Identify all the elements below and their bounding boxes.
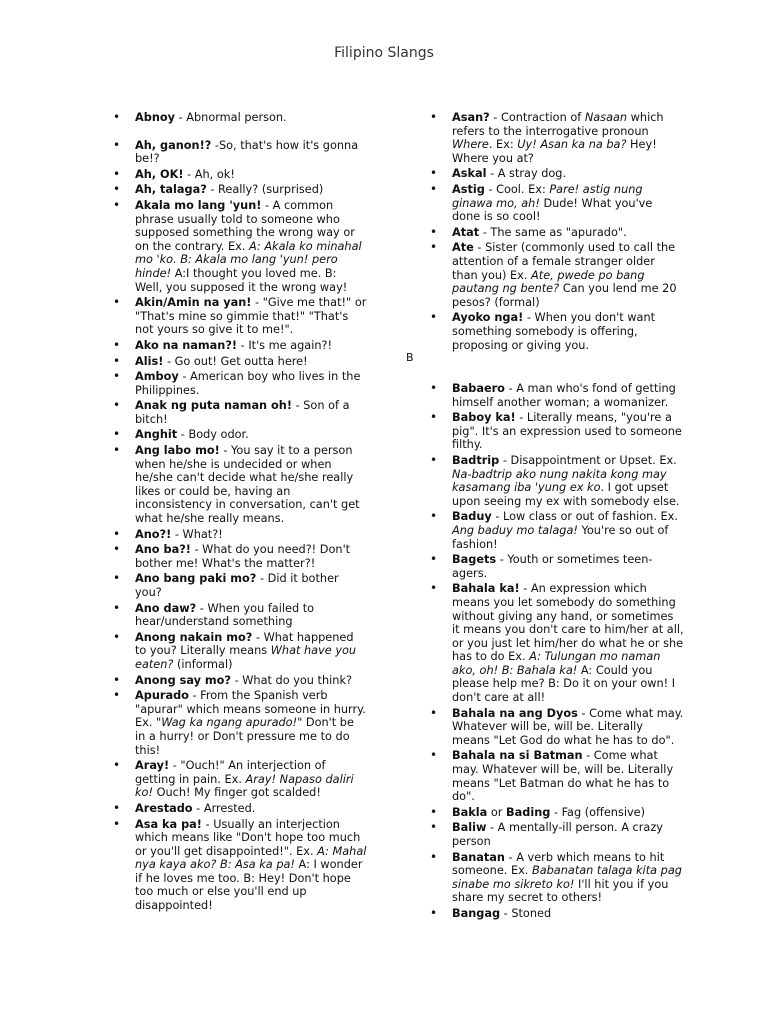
definition-text: - A mentally-ill person. A crazy person <box>452 821 663 848</box>
example-text: A: Mahal nya kaya ako? B: Asa ka pa! <box>135 844 367 872</box>
slang-term: Ayoko nga! <box>452 311 524 325</box>
slang-term: Bakla <box>452 805 488 819</box>
definition-text: - Body odor. <box>177 428 249 442</box>
example-text: Where <box>452 138 489 152</box>
right-column-list-a <box>452 111 684 354</box>
slang-entry <box>135 572 367 599</box>
definition-text: - It's me again?! <box>237 338 333 352</box>
slang-entry <box>452 707 684 748</box>
definition-text: I'll hit you if you share my secret to others! <box>452 877 669 905</box>
definition-text: - From the Spanish verb "apurar" which means someone in hurry. Ex. " <box>135 689 366 730</box>
slang-entry <box>452 226 684 240</box>
definition-text: (informal) <box>173 657 233 671</box>
definition-text: - American boy who lives in the Philippines. <box>135 370 361 397</box>
definition-text: - Ah, ok! <box>183 167 235 181</box>
definition-text: or <box>487 805 506 819</box>
slang-term: Aray! <box>135 759 170 773</box>
definition-text: - Literally means, "you're a pig". It's an expression used to someone filthy. <box>452 411 682 452</box>
definition-text: - Did it bother you? <box>135 572 339 599</box>
slang-entry <box>135 168 367 182</box>
slang-entry <box>452 510 684 551</box>
slang-term: Baliw <box>452 821 487 835</box>
slang-entry <box>135 528 367 542</box>
slang-entry <box>452 167 684 181</box>
definition-text: . Ex: <box>488 138 518 152</box>
page-title: Filipino Slangs <box>334 45 434 61</box>
definition-text: - When you failed to hear/understand something <box>135 601 315 629</box>
slang-term: Ako na naman?! <box>135 338 238 352</box>
slang-term: Ano ba?! <box>135 543 191 557</box>
example-text: Ate, pwede po bang pautang ng bente? <box>452 268 645 296</box>
slang-term: Amboy <box>135 370 179 384</box>
definition-text: - Usually an interjection which means like "Don't hope too much or you'll get disappointed!". Ex. <box>135 817 361 858</box>
definition-text: - A common phrase usually told to someone who supposed something the wrong way or on the contrary. Ex. <box>135 198 355 253</box>
slang-term: Ate <box>452 241 474 255</box>
definition-text: - When you don't want something somebody is offering, proposing or giving you. <box>452 311 656 352</box>
slang-entry <box>135 370 367 397</box>
slang-term: Bahala na si Batman <box>452 749 583 763</box>
slang-entry <box>135 818 367 913</box>
definition-text: You're so out of fashion! <box>452 523 669 551</box>
example-text: Ang baduy mo talaga! <box>452 523 578 537</box>
slang-entry <box>135 139 367 166</box>
slang-term: Ah, ganon!? <box>135 138 212 152</box>
slang-term: Alis! <box>135 354 164 368</box>
slang-term: Bading <box>506 805 551 819</box>
definition-text: - Come what may. Whatever will be, will be. Literally means "Let God do what he has to do". <box>452 706 684 747</box>
slang-term: Ah, OK! <box>135 167 184 181</box>
slang-entry <box>135 111 367 125</box>
definition-text: - A man who's fond of getting himself another woman; a womanizer. <box>452 382 676 409</box>
slang-term: Asan? <box>452 111 490 124</box>
slang-term: Apurado <box>135 689 189 703</box>
slang-term: Atat <box>452 225 480 239</box>
slang-term: Arestado <box>135 801 193 815</box>
slang-term: Ano daw? <box>135 601 197 615</box>
slang-entry <box>452 582 684 704</box>
slang-term: Anak ng puta naman oh! <box>135 399 292 413</box>
slang-term: Ang labo mo! <box>135 444 220 458</box>
slang-entry <box>135 296 367 337</box>
slang-entry <box>135 602 367 629</box>
slang-term: Baboy ka! <box>452 411 516 425</box>
example-text: Babanatan talaga kita pag sinabe mo sikreto ko! <box>452 864 682 891</box>
definition-text: - Stoned <box>500 906 552 920</box>
definition-text: - Sister (commonly used to call the attention of a female stranger older than you) Ex. <box>452 241 676 282</box>
slang-entry <box>452 111 684 165</box>
left-column-list <box>135 111 367 915</box>
slang-term: Askal <box>452 167 487 181</box>
slang-entry <box>452 749 684 803</box>
slang-entry <box>135 183 367 197</box>
definition-text: which refers to the interrogative pronoun <box>452 111 664 138</box>
slang-term: Akin/Amin na yan! <box>135 296 252 310</box>
definition-text: - "Ouch!" An interjection of getting in pain. Ex. <box>135 759 326 786</box>
definition-text: A: Could you please help me? B: Do it on your own! I don't care at all! <box>452 663 676 705</box>
example-text: Wag ka ngang apurado! <box>161 716 298 730</box>
slang-entry <box>135 759 367 800</box>
example-text: Aray! Napaso daliri ko! <box>135 772 354 800</box>
slang-entry <box>452 241 684 309</box>
definition-text: - Abnormal person. <box>175 111 287 124</box>
right-column-list-b <box>452 382 684 923</box>
slang-entry <box>135 802 367 816</box>
slang-entry <box>452 806 684 820</box>
definition-text: - Low class or out of fashion. Ex. <box>491 510 678 524</box>
slang-term: Banatan <box>452 850 505 864</box>
definition-text: - Cool. Ex: <box>484 182 550 196</box>
definition-text: Dude! What you've done is so cool! <box>452 196 653 224</box>
definition-text: - Arrested. <box>192 801 256 815</box>
slang-entry <box>452 311 684 352</box>
definition-text: - You say it to a person when he/she is undecided or when he/she can't decide what he/she really likes or could be, having an inconsistency in conversation, can't get what he/she really means. <box>135 444 360 526</box>
definition-text: - Contraction of <box>489 111 585 124</box>
slang-entry <box>452 851 684 905</box>
slang-entry <box>452 454 684 508</box>
slang-entry <box>135 399 367 426</box>
definition-text: - Really? (surprised) <box>206 183 324 197</box>
definition-text: - Go out! Get outta here! <box>163 354 308 368</box>
definition-text: - Son of a bitch! <box>135 399 350 426</box>
slang-entry <box>452 411 684 452</box>
slang-term: Anong nakain mo? <box>135 630 253 644</box>
slang-entry <box>135 543 367 570</box>
slang-term: Bahala ka! <box>452 582 520 596</box>
slang-entry <box>135 689 367 757</box>
example-text: Na-badtrip ako nung nakita kong may kasamang iba 'yung ex ko <box>452 467 667 495</box>
definition-text: A:I thought you loved me. B: Well, you supposed it the wrong way! <box>135 266 348 294</box>
definition-text: - The same as "apurado". <box>479 225 627 239</box>
slang-term: Bangag <box>452 906 501 920</box>
example-text: Uy! Asan ka na ba? <box>517 138 627 152</box>
slang-term: Anong say mo? <box>135 673 231 687</box>
slang-term: Ah, talaga? <box>135 183 207 197</box>
example-text: Nasaan <box>584 111 628 124</box>
definition-text: - A verb which means to hit someone. Ex. <box>452 850 665 878</box>
slang-entry <box>135 355 367 369</box>
slang-term: Ano bang paki mo? <box>135 572 257 586</box>
slang-entry <box>452 183 684 224</box>
slang-term: Baduy <box>452 510 492 524</box>
section-letter-b: B <box>406 351 414 364</box>
definition-text: - What?! <box>171 527 223 541</box>
slang-term: Bahala na ang Dyos <box>452 706 578 720</box>
slang-entry <box>452 382 684 409</box>
slang-term: Ano?! <box>135 527 172 541</box>
definition-text: - What do you think? <box>231 673 352 687</box>
slang-term: Abnoy <box>135 111 175 124</box>
definition-text: - What do you need?! Don't bother me! What's the matter?! <box>135 543 351 570</box>
example-text: A: Akala ko minahal mo 'ko. B: Akala mo lang 'yun! pero hinde! <box>135 239 362 280</box>
definition-text: A: I wonder if he loves me too. B: Hey! Don't hope too much or else you'll end up disappointed! <box>135 858 363 913</box>
definition-text: Can you lend me 20 pesos? (formal) <box>452 282 677 309</box>
definition-text: -So, that's how it's gonna be!? <box>135 138 359 166</box>
slang-term: Asa ka pa! <box>135 817 202 831</box>
definition-text: - Disappointment or Upset. Ex. <box>499 453 677 467</box>
slang-entry <box>135 199 367 294</box>
definition-text: - Fag (offensive) <box>550 805 646 819</box>
slang-term: Badtrip <box>452 453 500 467</box>
definition-text: " Don't be in a hurry! or Don't pressure me to do this! <box>135 716 354 757</box>
slang-entry <box>135 428 367 442</box>
example-text: What have you eaten? <box>135 644 357 671</box>
slang-term: Babaero <box>452 382 505 395</box>
slang-entry <box>135 631 367 672</box>
slang-entry <box>452 907 684 921</box>
definition-text: - "Give me that!" or "That's mine so gimmie that!" "That's not yours so give it to me!". <box>135 296 367 337</box>
slang-term: Akala mo lang 'yun! <box>135 198 262 212</box>
definition-text: Hey! Where you at? <box>452 138 657 165</box>
definition-text: - Come what may. Whatever will be, will be. Literally means "Let Batman do what he has to do". <box>452 749 674 804</box>
definition-text: . I got upset upon seeing my ex with somebody else. <box>452 481 680 508</box>
slang-entry <box>452 553 684 580</box>
slang-entry <box>135 339 367 353</box>
definition-text: - An expression which means you let somebody do something without giving any hand, or sometimes it means you don't care to him/her at all, or you just let him/her do what he or she has to do Ex. <box>452 582 684 664</box>
slang-term: Bagets <box>452 553 497 567</box>
slang-entry <box>135 444 367 526</box>
example-text: A: Tulungan mo naman ako, oh! B: Bahala ka! <box>452 650 661 677</box>
slang-term: Astig <box>452 182 485 196</box>
definition-text: Ouch! My finger got scalded! <box>152 786 321 800</box>
definition-text: - A stray dog. <box>486 167 567 181</box>
definition-text: - What happened to you? Literally means <box>135 630 354 658</box>
slang-term: Anghit <box>135 428 178 442</box>
definition-text: - Youth or sometimes teen-agers. <box>452 553 653 580</box>
slang-entry <box>452 821 684 848</box>
example-text: Pare! astig nung ginawa mo, ah! <box>452 182 643 210</box>
slang-entry <box>135 674 367 688</box>
